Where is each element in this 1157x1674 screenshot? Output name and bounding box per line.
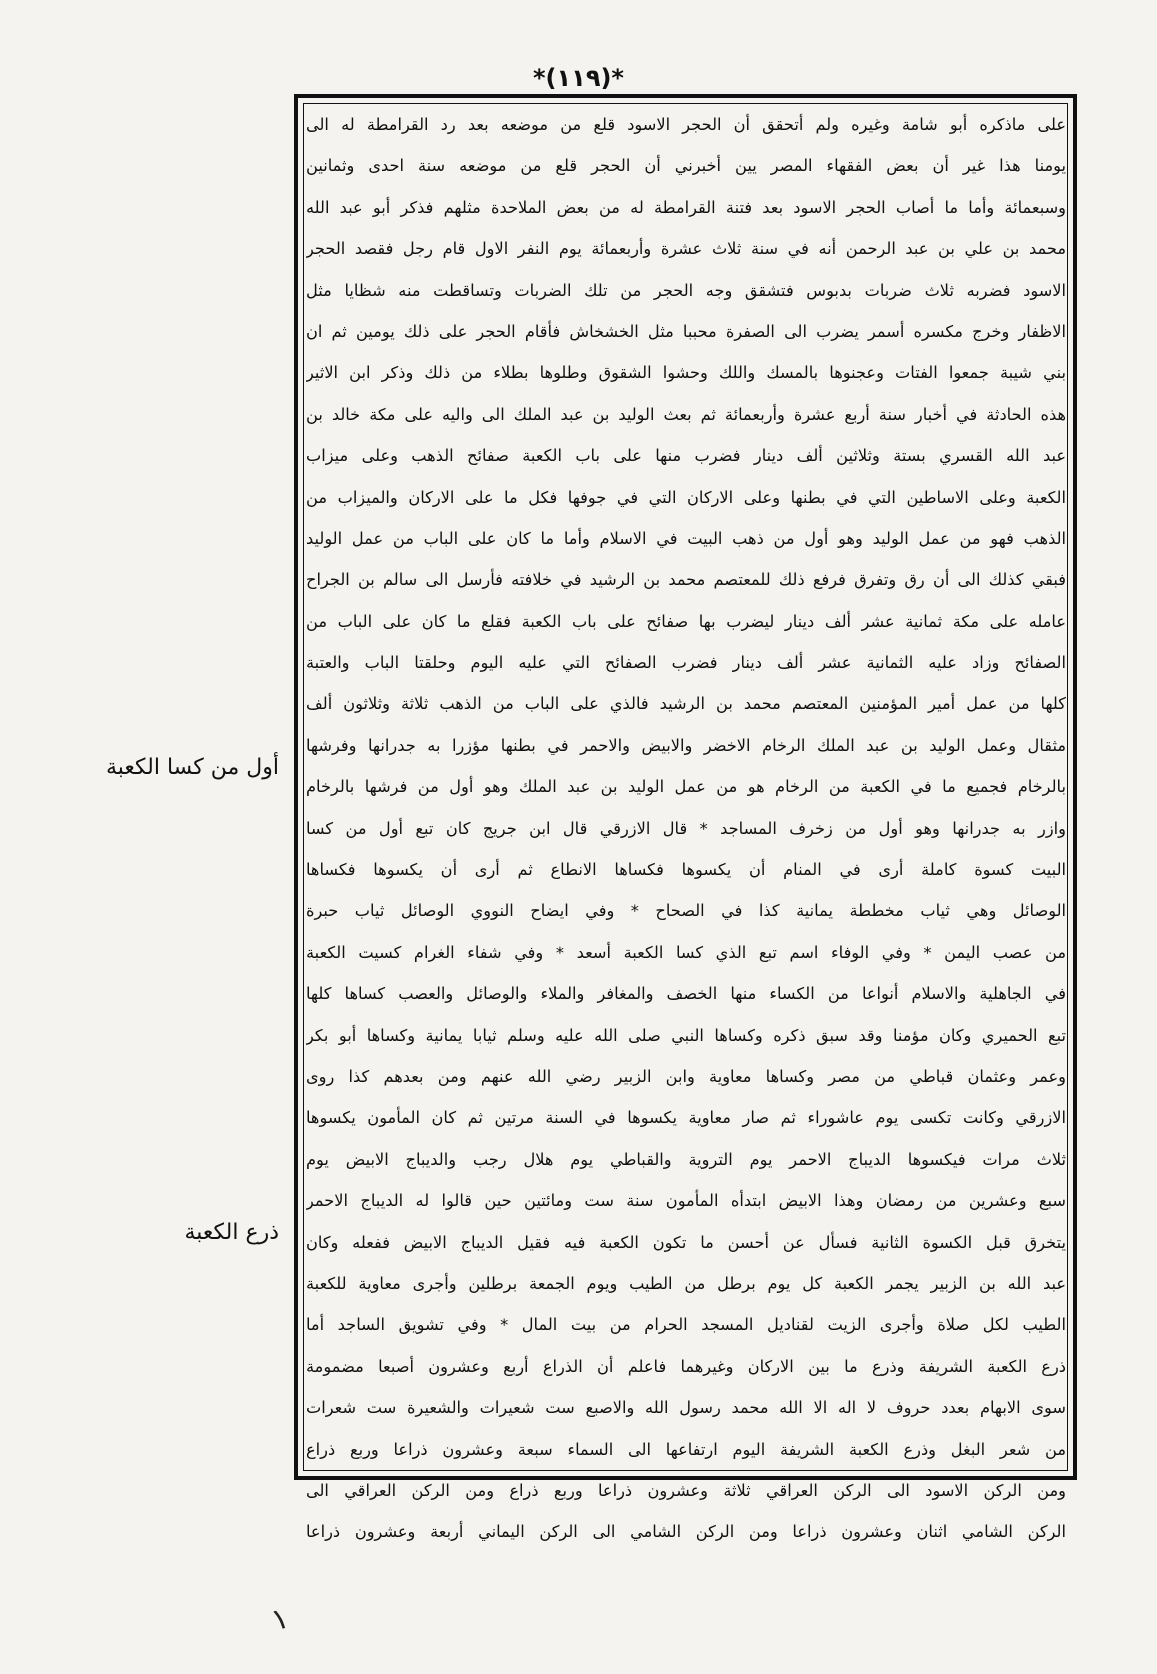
margin-note-first-to-clothe-kaaba: أول من كسا الكعبة <box>105 755 279 780</box>
text-line: الاسود فضربه ثلاث ضربات بدبوس فتشقق وجه الحجر من تلك الضربات وتساقطت منه شظايا مثل <box>306 280 1066 300</box>
text-line: على ماذكره أبو شامة وغيره ولم أتحقق أن الحجر الاسود قلع من موضعه بعد رد القرامطة له الى <box>306 115 1066 134</box>
text-line: البيت كسوة كاملة أرى في المنام أن يكسوها فكساها الانطاع ثم أرى أن يكسوها فكساها <box>306 860 1066 880</box>
text-line: وازر به جدرانها وهو أول من زخرف المساجد * قال الازرقي قال ابن جريج كان تبع أول من كسا <box>306 818 1066 838</box>
text-line: ثلاث مرات فيكسوها الديباج الاحمر يوم التروية والقباطي يوم هلال رجب والديباج الابيض يوم <box>306 1149 1066 1169</box>
text-line: من عصب اليمن * وفي الوفاء اسم تبع الذي كسا الكعبة أسعد * وفي شفاء الغرام كسيت الكعبة <box>306 942 1066 962</box>
text-line: الوصائل وهي ثياب مخططة يمانية كذا في الصحاح * وفي ايضاح النووي الوصائل ثياب حبرة <box>306 901 1066 921</box>
margin-note-kaaba-measurements: ذرع الكعبة <box>184 1220 279 1245</box>
text-line: في الجاهلية والاسلام أنواعا من الكساء منها الخصف والمغافر والملاء والوصائل والعصب كساها كلها <box>306 984 1066 1004</box>
text-line: وعمر وعثمان قباطي من مصر وكساها معاوية وابن الزبير رضي الله عنهم ومن بعدهم كذا روى <box>306 1066 1066 1086</box>
text-line: هذه الحادثة في أخبار سنة أربع عشرة وأربعمائة ثم بعث الوليد بن عبد الملك الى واليه على مكة خالد بن <box>306 404 1066 424</box>
text-line: تبع الحميري وكان مؤمنا وقد سبق ذكره وكساها النبي صلى الله عليه وسلم ثيابا يمانية وكساها أبو بكر <box>306 1025 1066 1045</box>
text-line: ذرع الكعبة الشريفة وذرع ما بين الاركان وغيرهما فاعلم أن الذراع أربع وعشرون أصبعا مضمومة <box>306 1356 1066 1376</box>
text-line: وسبعمائة وأما ما أصاب الحجر الاسود بعد فتنة القرامطة له من بعض الملاحدة مثلهم فذكر أبو عبد الله <box>306 197 1066 217</box>
text-line: فبقي كذلك الى أن رق وتفرق فرفع ذلك للمعتصم محمد بن الرشيد في خلافته فأرسل الى سالم بن الجراح <box>306 570 1066 590</box>
text-line: عبد الله القسري بستة وثلاثين ألف دينار فضرب منها على باب الكعبة صفائح الذهب وعلى ميزاب <box>306 446 1066 466</box>
text-line: من شعر البغل وذرع الكعبة الشريفة اليوم ارتفاعها الى السماء سبعة وعشرون ذراعا وربع ذراع <box>306 1439 1066 1459</box>
main-text-block <box>306 104 1066 1542</box>
text-line: عامله على مكة ثمانية عشر ألف دينار ليضرب بها صفائح على باب الكعبة فقلع ما كان على الباب من <box>306 611 1066 631</box>
text-line: سبع وعشرين من رمضان وهذا الابيض ابتدأه المأمون سنة ست ومائتين حين قالوا له الديباج الاحمر <box>306 1191 1066 1211</box>
text-line: ومن الركن الاسود الى الركن العراقي ثلاثة وعشرون ذراعا وربع ذراع ومن الركن العراقي الى <box>306 1480 1066 1500</box>
text-line: الكعبة وعلى الاساطين التي في بطنها وعلى الاركان التي في جوفها فكل ما على الاركان والميزاب من <box>306 487 1066 507</box>
text-line: عبد الله بن الزبير يجمر الكعبة كل يوم برطل من الطيب ويوم الجمعة برطلين وأجرى معاوية للكعبة <box>306 1273 1066 1293</box>
text-line: الركن الشامي اثنان وعشرون ذراعا ومن الركن الشامي الى الركن اليماني أربعة وعشرون ذراعا <box>306 1522 1066 1542</box>
text-line: سوى الابهام بعدد حروف لا اله الا الله محمد رسول الله والاصبع ست شعيرات والشعيرة ست شعرات <box>306 1398 1066 1418</box>
text-line: الطيب لكل صلاة وأجرى الزيت لقناديل المسجد الحرام من بيت المال * وفي تشويق الساجد أما <box>306 1315 1066 1335</box>
text-line: يومنا هذا غير أن بعض الفقهاء المصر يين أخبرني أن الحجر قلع من موضعه سنة احدى وثمانين <box>306 156 1066 176</box>
text-line: يتخرق قبل الكسوة الثانية فسأل عن أحسن ما تكون الكعبة فيه فقيل الديباج الابيض ففعله وكان <box>306 1232 1066 1252</box>
text-line: بني شيبة جمعوا الفتات وعجنوها بالمسك واللك وحشوا الشقوق وطلوها بطلاء من ذلك وذكر ابن الاثير <box>306 363 1066 383</box>
page-number: *(۱۱۹)* <box>533 64 624 92</box>
text-line: الصفائح وزاد عليه الثمانية عشر ألف دينار فضرب الصفائح التي عليه اليوم وحلقتا الباب والعتبة <box>306 653 1066 673</box>
text-line: الاظفار وخرج مكسره أسمر يضرب الى الصفرة محببا مثل الخشخاش فأقام الحجر على ذلك يومين ثم ان <box>306 321 1066 341</box>
text-line: كلها من عمل أمير المؤمنين المعتصم محمد بن الرشيد فالذي على الباب من الذهب ثلاثة وثلاثون ألف <box>306 694 1066 714</box>
text-line: محمد بن علي بن عبد الرحمن أنه في سنة ثلاث عشرة وأربعمائة يوم النفر الاول قام رجل فقصد الحجر <box>306 239 1066 259</box>
text-line: بالرخام فجميع ما في الكعبة من الرخام هو من عمل الوليد بن عبد الملك وهو أول من فرشها بالرخام <box>306 777 1066 797</box>
text-line: مثقال وعمل الوليد بن عبد الملك الرخام الاخضر والابيض والاحمر في بطنها مؤزرا به جدرانها وفرشها <box>306 735 1066 755</box>
text-line: الذهب فهو من عمل الوليد وهو أول من ذهب البيت في الاسلام وأما ما كان على الباب من عمل الوليد <box>306 528 1066 548</box>
text-line: الازرقي وكانت تكسى يوم عاشوراء ثم صار معاوية يكسوها في السنة مرتين ثم كان المأمون يكسوها <box>306 1108 1066 1128</box>
stray-pen-mark: ١ <box>266 1600 294 1639</box>
